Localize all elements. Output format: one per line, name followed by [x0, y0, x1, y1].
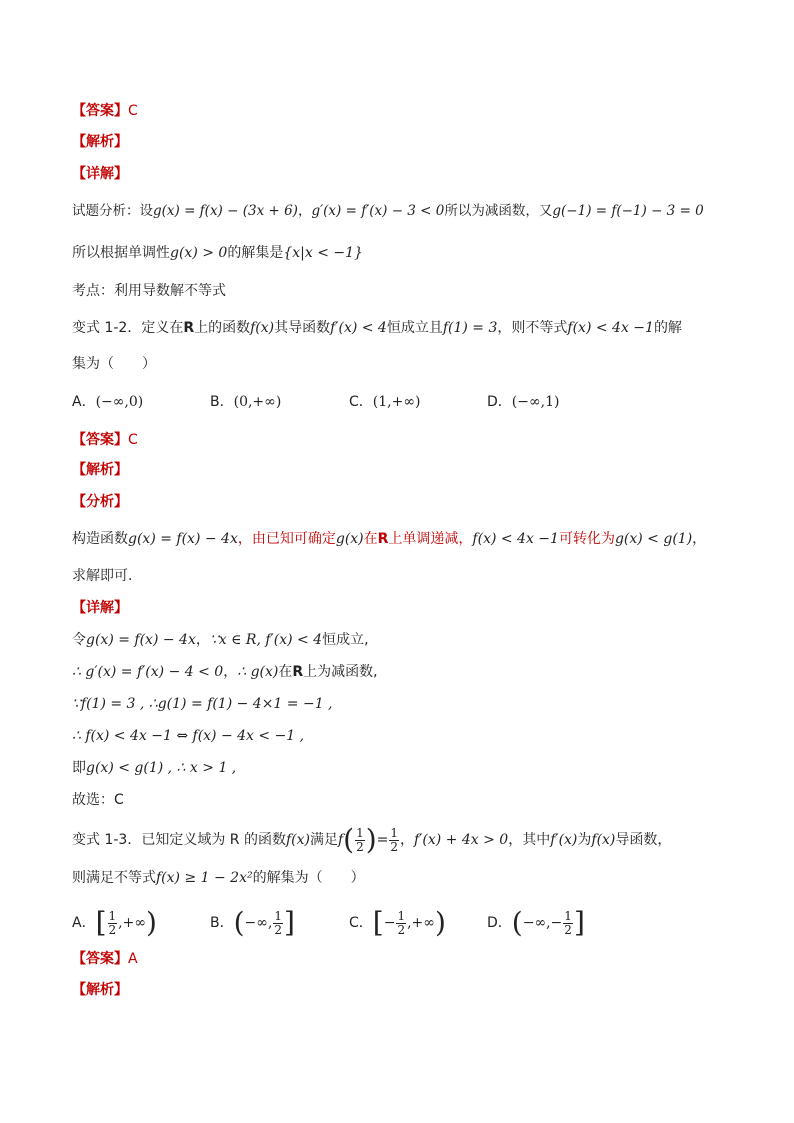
question-1-3-line-1: 变式 1-3．已知定义域为 R 的函数f(x)满足f( $\frac{1}{2}$ )= $\frac{1}{2}$ ，f′(x) + 4x > 0，其中f′(x)为f(x)导函数，	[72, 823, 672, 856]
step-5: 即g(x) < g(1) , ∴ x > 1 ,	[72, 760, 237, 776]
question-1-2-line-2: 集为（ ）	[72, 356, 156, 372]
answer-tag: 【答案】	[72, 951, 128, 967]
math-expr: g′(x) = f′(x) − 3 < 0	[311, 203, 445, 219]
analysis-tag-3: 【解析】	[72, 982, 128, 998]
analysis-line-1: 试题分析：设g(x) = f(x) − (3x + 6)，g′(x) = f′(x) − 3 < 0所以为减函数，又g(−1) = f(−1) − 3 = 0	[72, 203, 704, 219]
answer-tag: 【答案】	[72, 432, 128, 448]
question-1-3-line-2: 则满足不等式f(x) ≥ 1 − 2x²的解集为（ ）	[72, 870, 365, 886]
answer-value: A	[128, 951, 138, 967]
analysis-tag-1: 【解析】	[72, 134, 128, 150]
option-a: A．(−∞,0)	[72, 394, 144, 410]
answer-value: C	[128, 432, 138, 448]
option-b-2: B．(−∞, $\frac{1}{2}$ ]	[210, 906, 295, 939]
answer-line-1	[72, 101, 138, 121]
fenxi-line-2: 求解即可.	[72, 568, 133, 584]
kaodian-line: 考点：利用导数解不等式	[72, 283, 226, 299]
math-expr: g(x) = f(x) − (3x + 6)	[153, 203, 298, 219]
math-expr: g(x) > 0	[170, 245, 228, 261]
fenxi-tag: 【分析】	[72, 494, 128, 510]
choice-line: 故选：C	[72, 792, 124, 808]
fraction: $\frac{1}{2}$	[390, 825, 399, 854]
fraction: $\frac{1}{2}$	[356, 825, 364, 854]
option-d-2: D．(−∞,− $\frac{1}{2}$ ]	[487, 906, 585, 939]
step-1: 令g(x) = f(x) − 4x，∵x ∈ R, f′(x) < 4恒成立,	[72, 632, 369, 648]
step-2: ∴ g′(x) = f′(x) − 4 < 0，∴ g(x)在R上为减函数,	[72, 664, 378, 680]
analysis-tag-2: 【解析】	[72, 462, 128, 478]
option-c-2: C．[− $\frac{1}{2}$ ,+∞)	[349, 906, 446, 939]
step-4: ∴ f(x) < 4x −1 ⇔ f(x) − 4x < −1 ,	[72, 728, 305, 744]
answer-line-3	[72, 949, 138, 969]
option-d: D．(−∞,1)	[487, 394, 560, 410]
math-expr: {x|x < −1}	[283, 245, 363, 261]
answer-line-2	[72, 430, 138, 450]
detail-tag-2: 【详解】	[72, 600, 128, 616]
answer-value: C	[128, 103, 138, 119]
option-a-2: A．[ $\frac{1}{2}$ ,+∞)	[72, 906, 157, 939]
math-expr: g(−1) = f(−1) − 3 = 0	[552, 203, 704, 219]
answer-tag: 【答案】	[72, 103, 128, 119]
fenxi-line-1: 构造函数g(x) = f(x) − 4x，由已知可确定g(x)在R上单调递减，f(x) < 4x −1可转化为g(x) < g(1)，	[72, 531, 707, 547]
option-b: B．(0,+∞)	[210, 394, 282, 410]
analysis-line-2: 所以根据单调性g(x) > 0的解集是{x|x < −1}	[72, 245, 363, 261]
question-1-2-line-1: 变式 1-2．定义在R上的函数f(x)其导函数f′(x) < 4恒成立且f(1) = 3，则不等式f(x) < 4x −1的解	[72, 320, 682, 336]
step-3: ∵f(1) = 3 , ∴g(1) = f(1) − 4×1 = −1 ,	[72, 696, 333, 712]
detail-tag-1: 【详解】	[72, 166, 128, 182]
option-c: C．(1,+∞)	[349, 394, 421, 410]
